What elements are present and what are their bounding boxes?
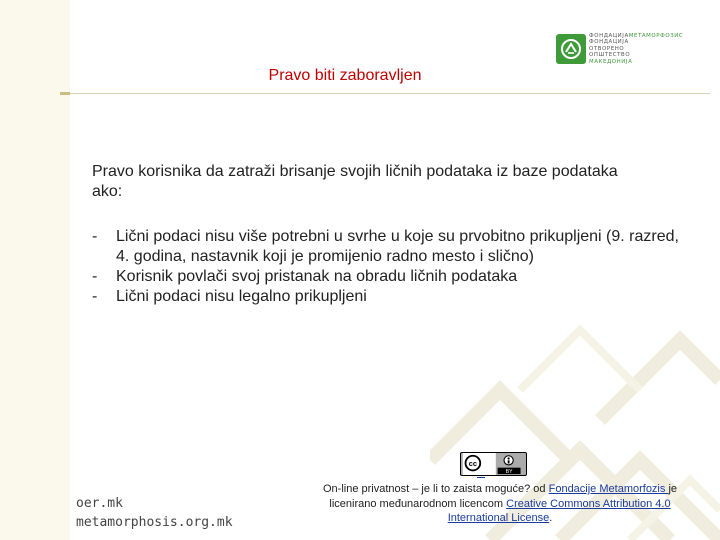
license-link[interactable]: Creative Commons Attribution 4.0 International License	[447, 497, 671, 524]
bullet-dash: -	[92, 288, 98, 305]
header-rule	[60, 93, 710, 94]
footer-urls	[76, 494, 233, 532]
footer-url-metamorphosis: metamorphosis.org.mk	[76, 515, 233, 530]
cc-by-license-badge[interactable]	[460, 452, 527, 476]
license-text-part2: je licenirano međunarodnom licencom	[329, 483, 677, 510]
leaf-logo-icon	[560, 38, 582, 60]
license-text-part1: On-line privatnost – je li to zaista moguće? od	[322, 483, 549, 495]
bullet-text: Lični podaci nisu više potrebni u svrhe u koje su prvobitno prikupljeni (9. razred, 4. godina, nastavnik koji je promijenio radno mesto i slično)	[116, 228, 679, 265]
bullet-list	[92, 227, 692, 307]
cc-badge-link-underline	[477, 477, 485, 478]
bullet-item	[92, 267, 692, 287]
slide-title: Pravo biti zaboravljen	[268, 67, 422, 84]
license-notice	[300, 482, 700, 526]
logo-line-6: МАКЕДОНИЈА	[589, 58, 633, 65]
bullet-text: Korisnik povlači svoj pristanak na obradu ličnih podataka	[116, 268, 518, 285]
bullet-item	[92, 287, 692, 307]
logo-line-4: ОТВОРЕНО	[589, 45, 625, 52]
cc-badge-text: cc	[468, 458, 477, 468]
logo-line-1: ФОНДАЦИЈА	[589, 32, 629, 39]
logo-line-3: ФОНДАЦИЈА	[589, 39, 629, 46]
bullet-dash: -	[92, 228, 98, 245]
foundation-logo-text	[589, 33, 683, 66]
slide-intro-text: Pravo korisnika da zatraži brisanje svojih ličnih podataka iz baze podataka ako:	[92, 163, 618, 200]
foundation-logo	[556, 32, 684, 65]
logo-line-2: МЕТАМОРФОЗИС	[628, 32, 684, 39]
foundation-logo-mark	[556, 34, 586, 64]
author-link[interactable]: Fondacije Metamorfozis	[548, 483, 669, 495]
header-rule-accent	[60, 92, 70, 95]
bullet-item	[92, 227, 692, 267]
logo-line-5: ОПШТЕСТВО	[589, 52, 631, 59]
bullet-dash: -	[92, 268, 98, 285]
by-badge-text: BY	[505, 469, 513, 476]
footer-url-oer: oer.mk	[76, 496, 123, 511]
bullet-text: Lični podaci nisu legalno prikupljeni	[116, 288, 367, 305]
license-text-part3: .	[549, 512, 553, 524]
